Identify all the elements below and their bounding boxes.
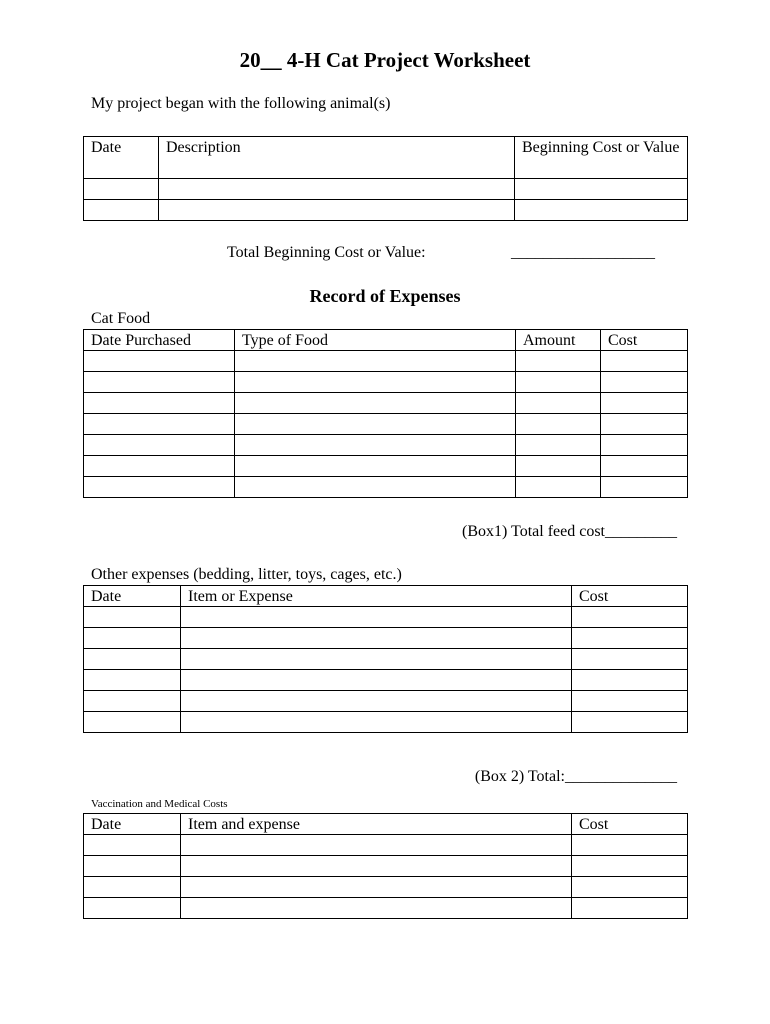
table-row: [84, 856, 688, 877]
table-cell[interactable]: [572, 835, 688, 856]
column-header-cost: Cost: [572, 586, 688, 607]
table-row: [84, 393, 688, 414]
table-cell[interactable]: [235, 456, 516, 477]
table-cell[interactable]: [84, 456, 235, 477]
table-cell[interactable]: [601, 477, 688, 498]
record-of-expenses-title: Record of Expenses: [309, 286, 461, 306]
table-cell[interactable]: [84, 477, 235, 498]
column-header-cost: Cost: [601, 330, 688, 351]
table-cell[interactable]: [235, 414, 516, 435]
table-cell[interactable]: [84, 435, 235, 456]
table-header-row: [84, 330, 688, 351]
table-cell[interactable]: [181, 712, 572, 733]
table-row: [84, 877, 688, 898]
table-cell[interactable]: [516, 435, 601, 456]
table-cell[interactable]: [601, 372, 688, 393]
column-header-item-and-expense: Item and expense: [181, 814, 572, 835]
table-cell[interactable]: [572, 877, 688, 898]
table-row: [84, 835, 688, 856]
table-cell[interactable]: [84, 835, 181, 856]
table-cell[interactable]: [235, 372, 516, 393]
table-cell[interactable]: [601, 435, 688, 456]
table-cell[interactable]: [515, 200, 688, 221]
column-header-description: Description: [159, 137, 515, 179]
table-cell[interactable]: [572, 628, 688, 649]
table-cell[interactable]: [235, 351, 516, 372]
table-cell[interactable]: [84, 607, 181, 628]
table-cell[interactable]: [84, 393, 235, 414]
table-cell[interactable]: [516, 456, 601, 477]
table-cell[interactable]: [84, 372, 235, 393]
table-row: [84, 898, 688, 919]
table-row: [84, 712, 688, 733]
table-row: [84, 435, 688, 456]
table-cell[interactable]: [572, 898, 688, 919]
table-row: [84, 179, 688, 200]
column-header-item-or-expense: Item or Expense: [181, 586, 572, 607]
column-header-amount: Amount: [516, 330, 601, 351]
column-header-beginning-cost: Beginning Cost or Value: [515, 137, 688, 179]
table-cell[interactable]: [181, 649, 572, 670]
table-cell[interactable]: [84, 877, 181, 898]
cat-food-table: [83, 329, 688, 498]
table-row: [84, 670, 688, 691]
table-cell[interactable]: [572, 670, 688, 691]
table-cell[interactable]: [181, 877, 572, 898]
total-beginning-label: Total Beginning Cost or Value:: [227, 244, 426, 261]
table-cell[interactable]: [235, 477, 516, 498]
table-row: [84, 200, 688, 221]
table-row: [84, 628, 688, 649]
table-cell[interactable]: [181, 628, 572, 649]
table-cell[interactable]: [572, 649, 688, 670]
table-row: [84, 414, 688, 435]
table-row: [84, 607, 688, 628]
page-title: 20__ 4-H Cat Project Worksheet: [239, 48, 531, 72]
table-cell[interactable]: [181, 856, 572, 877]
table-cell[interactable]: [159, 179, 515, 200]
column-header-date: Date: [84, 586, 181, 607]
table-row: [84, 477, 688, 498]
table-cell[interactable]: [572, 856, 688, 877]
table-header-row: [84, 586, 688, 607]
table-cell[interactable]: [601, 414, 688, 435]
table-header-row: [84, 814, 688, 835]
intro-text: My project began with the following animal(s): [91, 95, 391, 112]
other-expenses-table: [83, 585, 688, 733]
table-cell[interactable]: [601, 351, 688, 372]
other-expenses-label: Other expenses (bedding, litter, toys, cages, etc.): [91, 566, 402, 583]
table-cell[interactable]: [516, 393, 601, 414]
table-cell[interactable]: [515, 179, 688, 200]
table-header-row: [84, 137, 688, 179]
box2-total[interactable]: (Box 2) Total:______________: [474, 768, 677, 785]
table-cell[interactable]: [516, 351, 601, 372]
table-cell[interactable]: [84, 628, 181, 649]
table-row: [84, 351, 688, 372]
box1-total-feed-cost[interactable]: (Box1) Total feed cost_________: [462, 523, 677, 540]
table-cell[interactable]: [181, 898, 572, 919]
column-header-date-purchased: Date Purchased: [84, 330, 235, 351]
table-cell[interactable]: [84, 691, 181, 712]
table-cell[interactable]: [159, 200, 515, 221]
column-header-cost: Cost: [572, 814, 688, 835]
vaccination-medical-table: [83, 813, 688, 919]
table-cell[interactable]: [235, 393, 516, 414]
table-row: [84, 691, 688, 712]
table-cell[interactable]: [84, 712, 181, 733]
table-cell[interactable]: [181, 607, 572, 628]
table-row: [84, 372, 688, 393]
column-header-date: Date: [84, 137, 159, 179]
table-cell[interactable]: [84, 351, 235, 372]
column-header-type-of-food: Type of Food: [235, 330, 516, 351]
table-cell[interactable]: [516, 477, 601, 498]
table-cell[interactable]: [572, 607, 688, 628]
cat-food-label: Cat Food: [91, 310, 151, 327]
table-cell[interactable]: [181, 670, 572, 691]
table-cell[interactable]: [235, 435, 516, 456]
table-cell[interactable]: [84, 670, 181, 691]
table-cell[interactable]: [84, 898, 181, 919]
table-cell[interactable]: [181, 835, 572, 856]
table-cell[interactable]: [84, 856, 181, 877]
beginning-animals-table: [83, 136, 688, 221]
table-row: [84, 456, 688, 477]
table-cell[interactable]: [572, 712, 688, 733]
table-cell[interactable]: [516, 372, 601, 393]
table-cell[interactable]: [84, 179, 159, 200]
table-cell[interactable]: [601, 456, 688, 477]
table-cell[interactable]: [572, 691, 688, 712]
total-beginning-line[interactable]: __________________: [511, 244, 655, 261]
vaccination-medical-label: Vaccination and Medical Costs: [91, 798, 228, 810]
table-cell[interactable]: [601, 393, 688, 414]
table-cell[interactable]: [181, 691, 572, 712]
table-cell[interactable]: [84, 649, 181, 670]
table-cell[interactable]: [84, 200, 159, 221]
table-cell[interactable]: [84, 414, 235, 435]
column-header-date: Date: [84, 814, 181, 835]
table-row: [84, 649, 688, 670]
table-cell[interactable]: [516, 414, 601, 435]
